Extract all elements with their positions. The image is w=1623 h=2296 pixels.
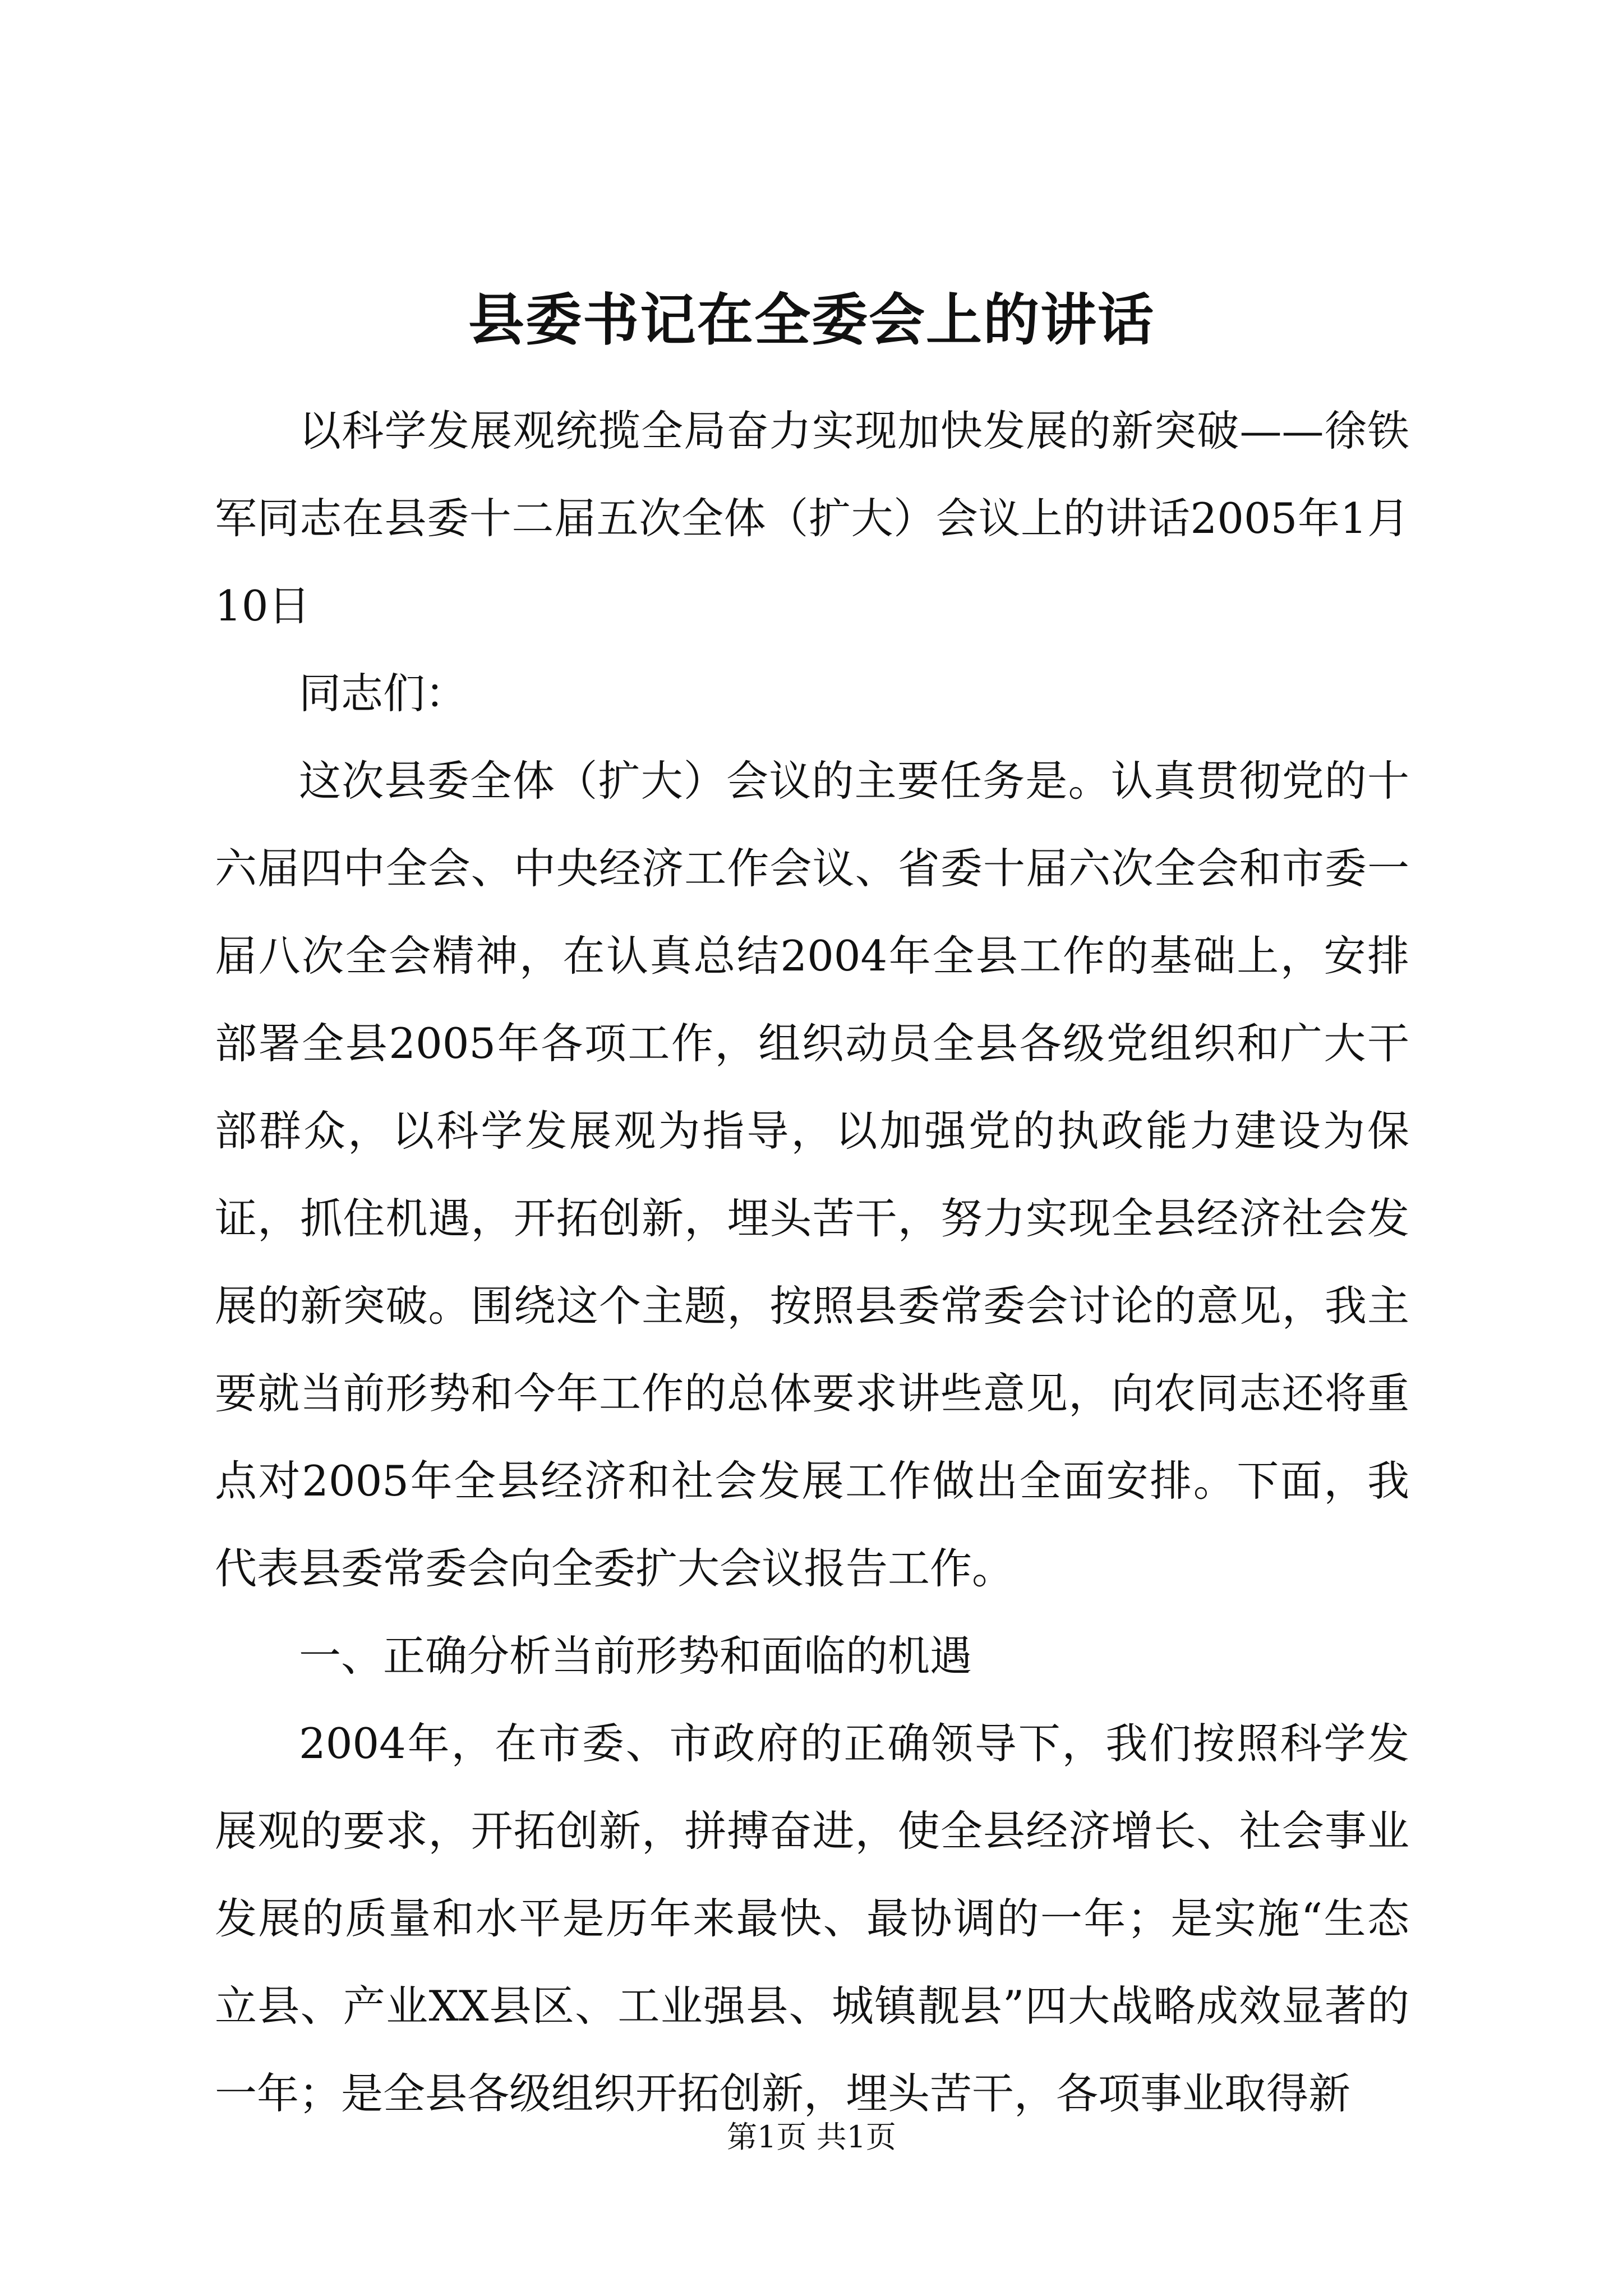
section-heading: 一、正确分析当前形势和面临的机遇 — [299, 1631, 972, 1681]
document-body — [215, 387, 1409, 2137]
salutation-paragraph: 同志们： — [299, 669, 468, 718]
subtitle-paragraph: 以科学发展观统揽全局奋力实现加快发展的新突破——徐铁军同志在县委十二届五次全体（扩大）会议上的讲话2005年1月10日 — [215, 406, 1409, 631]
document-title: 县委书记在全委会上的讲话 — [468, 287, 1155, 353]
body-paragraph: 2004年，在市委、市政府的正确领导下，我们按照科学发展观的要求，开拓创新，拼搏奋进，使全县经济增长、社会事业发展的质量和水平是历年来最快、最协调的一年；是实施“生态立县、产业XX县区、工业强县、城镇靓县”四大战略成效显著的一年；是全县各级组织开拓创新，埋头苦干，各项事业取得新 — [215, 1719, 1409, 2118]
body-paragraph: 这次县委全体（扩大）会议的主要任务是。认真贯彻党的十六届四中全会、中央经济工作会议、省委十届六次全会和市委一届八次全会精神，在认真总结2004年全县工作的基础上，安排部署全县2005年各项工作，组织动员全县各级党组织和广大干部群众，以科学发展观为指导，以加强党的执政能力建设为保证，抓住机遇，开拓创新，埋头苦干，努力实现全县经济社会发展的新突破。围绕这个主题，按照县委常委会讨论的意见，我主要就当前形势和今年工作的总体要求讲些意见，向农同志还将重点对2005年全县经济和社会发展工作做出全面安排。下面，我代表县委常委会向全委扩大会议报告工作。 — [215, 756, 1409, 1593]
page-footer: 第1页 共1页 — [727, 2119, 896, 2155]
